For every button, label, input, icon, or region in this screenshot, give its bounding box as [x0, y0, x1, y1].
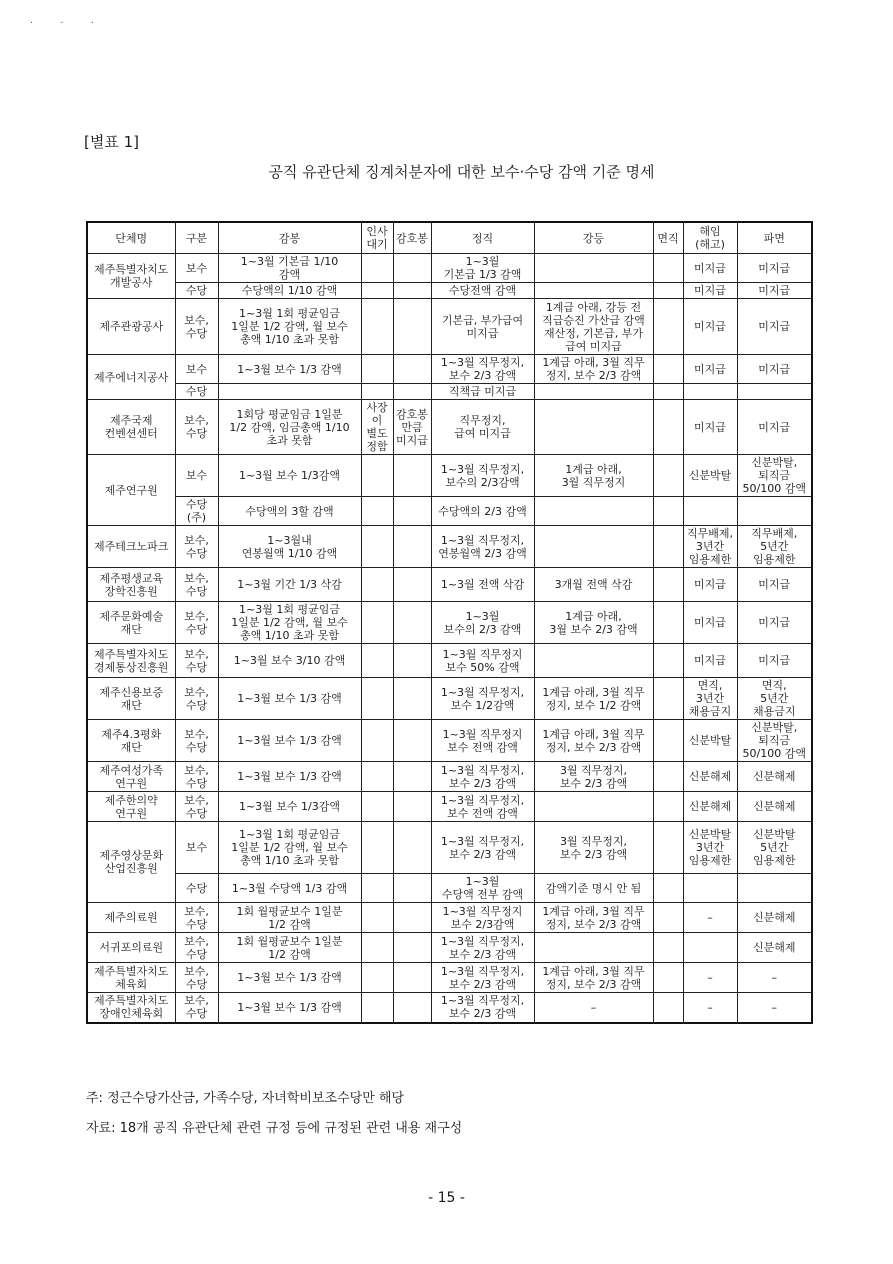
table-cell: [393, 993, 431, 1023]
table-cell: 사장이 별도 정함: [361, 400, 393, 455]
table-cell: 미지급: [683, 254, 737, 283]
table-cell: 1~3월 1회 평균임금 1일분 1/2 감액, 월 보수 총액 1/10 초과 못함: [218, 299, 361, 355]
table-cell: [653, 762, 683, 792]
table-cell: 미지급: [737, 355, 812, 384]
table-cell: 수당: [175, 874, 218, 903]
table-cell: 1회 월평균보수 1일분 1/2 감액: [218, 933, 361, 963]
table-row: [87, 720, 812, 762]
table-cell: 1~3월 보수 3/10 감액: [218, 644, 361, 678]
table-cell: [653, 822, 683, 874]
table-cell: 직무배제, 5년간 임용제한: [737, 526, 812, 568]
table-cell: 1~3월 전액 삭감: [431, 568, 534, 602]
table-cell: [361, 602, 393, 644]
table-cell: 보수, 수당: [175, 644, 218, 678]
footnote: 주: 정근수당가산금, 가족수당, 자녀학비보조수당만 해당: [86, 1091, 405, 1106]
table-cell: [393, 283, 431, 299]
column-header: 감호봉: [393, 222, 431, 254]
table-cell: [653, 355, 683, 384]
table-cell: [737, 497, 812, 526]
table-cell: 보수, 수당: [175, 792, 218, 822]
table-cell: [653, 963, 683, 993]
table-cell: 보수, 수당: [175, 762, 218, 792]
table-cell: [683, 497, 737, 526]
table-cell: [393, 355, 431, 384]
table-cell: [393, 963, 431, 993]
table-cell: 3개월 전액 삭감: [534, 568, 653, 602]
table-cell: [534, 644, 653, 678]
table-cell: 1계급 아래, 3월 보수 2/3 감액: [534, 602, 653, 644]
table-label: [별표 1]: [84, 133, 139, 151]
table-cell: [361, 963, 393, 993]
organization-name: 제주특별자치도 경제통상진흥원: [87, 644, 175, 678]
table-cell: [361, 384, 393, 400]
table-cell: 수당액의 1/10 감액: [218, 283, 361, 299]
table-cell: [653, 497, 683, 526]
table-cell: [361, 993, 393, 1023]
organization-name: 제주영상문화 산업진흥원: [87, 822, 175, 903]
organization-name: 제주신용보증 재단: [87, 678, 175, 720]
table-cell: 1~3월 직무정지 보수 2/3감액: [431, 903, 534, 933]
table-cell: [653, 792, 683, 822]
table-cell: 미지급: [737, 602, 812, 644]
table-cell: 미지급: [737, 299, 812, 355]
table-cell: [653, 400, 683, 455]
table-cell: 보수: [175, 455, 218, 497]
table-cell: [393, 644, 431, 678]
table-cell: [361, 933, 393, 963]
table-cell: [393, 720, 431, 762]
table-cell: [361, 720, 393, 762]
table-cell: [361, 497, 393, 526]
table-cell: [361, 762, 393, 792]
table-cell: 1계급 아래, 3월 직무정지: [534, 455, 653, 497]
table-cell: 미지급: [683, 355, 737, 384]
organization-name: 제주여성가족 연구원: [87, 762, 175, 792]
table-cell: 미지급: [683, 568, 737, 602]
table-cell: 보수, 수당: [175, 993, 218, 1023]
table-cell: 보수, 수당: [175, 526, 218, 568]
table-cell: 신분박탈: [683, 720, 737, 762]
table-cell: [534, 933, 653, 963]
table-cell: [361, 455, 393, 497]
table-cell: [361, 792, 393, 822]
table-cell: 1~3월 직무정지, 보수 2/3 감액: [431, 933, 534, 963]
table-cell: 감액기준 명시 안 됨: [534, 874, 653, 903]
organization-name: 제주특별자치도 장애인체육회: [87, 993, 175, 1023]
column-header: 인사 대기: [361, 222, 393, 254]
table-row: [87, 822, 812, 874]
table-row: [87, 526, 812, 568]
table-cell: [653, 903, 683, 933]
table-cell: [683, 384, 737, 400]
table-cell: [653, 874, 683, 903]
table-row: [87, 678, 812, 720]
column-header: 강등: [534, 222, 653, 254]
table-cell: –: [683, 993, 737, 1023]
table-cell: 신분박탈 5년간 임용제한: [737, 822, 812, 874]
column-header: 해임 (해고): [683, 222, 737, 254]
table-cell: [393, 678, 431, 720]
organization-name: 제주평생교육 장학진흥원: [87, 568, 175, 602]
table-cell: [393, 299, 431, 355]
organization-name: 제주연구원: [87, 455, 175, 526]
table-cell: 1~3월 직무정지, 보수 2/3 감액: [431, 963, 534, 993]
table-cell: [737, 874, 812, 903]
table-cell: 1~3월 직무정지, 연봉월액 2/3 감액: [431, 526, 534, 568]
table-cell: 미지급: [683, 602, 737, 644]
document-title: 공직 유관단체 징계처분자에 대한 보수·수당 감액 기준 명세: [268, 163, 655, 181]
table-cell: 미지급: [737, 568, 812, 602]
table-cell: 신분해제: [737, 762, 812, 792]
table-cell: [653, 602, 683, 644]
table-cell: 3월 직무정지, 보수 2/3 감액: [534, 762, 653, 792]
table-cell: [393, 933, 431, 963]
table-cell: 신분해제: [683, 792, 737, 822]
table-cell: 1~3월 직무정지, 보수 1/2감액: [431, 678, 534, 720]
table-cell: 1~3월 수당액 전부 감액: [431, 874, 534, 903]
table-cell: 보수, 수당: [175, 299, 218, 355]
table-cell: 보수, 수당: [175, 963, 218, 993]
table-cell: 보수: [175, 254, 218, 283]
table-cell: 신분해제: [737, 933, 812, 963]
organization-name: 제주특별자치도 개발공사: [87, 254, 175, 299]
table-cell: [653, 455, 683, 497]
table-cell: 1계급 아래, 3월 직무 정지, 보수 1/2 감액: [534, 678, 653, 720]
table-cell: 보수, 수당: [175, 602, 218, 644]
table-cell: 보수, 수당: [175, 400, 218, 455]
table-row: [87, 254, 812, 283]
table-cell: [737, 384, 812, 400]
table-row: [87, 455, 812, 497]
table-cell: [534, 792, 653, 822]
table-cell: 보수, 수당: [175, 720, 218, 762]
organization-name: 제주의료원: [87, 903, 175, 933]
table-cell: 직책급 미지급: [431, 384, 534, 400]
table-row: [87, 400, 812, 455]
table-cell: 수당: [175, 283, 218, 299]
table-cell: –: [737, 993, 812, 1023]
table-cell: 보수, 수당: [175, 903, 218, 933]
table-cell: [653, 384, 683, 400]
table-cell: 1~3월 기본급 1/10 감액: [218, 254, 361, 283]
table-cell: 직무배제, 3년간 임용제한: [683, 526, 737, 568]
table-cell: 보수: [175, 822, 218, 874]
table-cell: [361, 299, 393, 355]
table-cell: [534, 254, 653, 283]
table-row: [87, 497, 812, 526]
table-cell: [393, 497, 431, 526]
table-cell: 1~3월 보수 1/3 감액: [218, 678, 361, 720]
table-cell: [361, 644, 393, 678]
table-cell: [393, 903, 431, 933]
table-cell: [361, 874, 393, 903]
table-cell: 신분해제: [737, 792, 812, 822]
table-cell: [653, 254, 683, 283]
table-cell: 1~3월 보수 1/3감액: [218, 792, 361, 822]
table-cell: 1~3월 기본급 1/3 감액: [431, 254, 534, 283]
organization-name: 제주관광공사: [87, 299, 175, 355]
table-cell: 신분해제: [683, 762, 737, 792]
table-cell: [361, 254, 393, 283]
table-cell: 보수, 수당: [175, 568, 218, 602]
table-cell: 미지급: [737, 254, 812, 283]
table-row: [87, 762, 812, 792]
table-cell: 1계급 아래, 3월 직무 정지, 보수 2/3 감액: [534, 963, 653, 993]
organization-name: 제주한의약 연구원: [87, 792, 175, 822]
table-cell: [653, 933, 683, 963]
organization-name: 제주국제 컨벤션센터: [87, 400, 175, 455]
penalty-table: [86, 221, 813, 1024]
table-cell: 수당: [175, 384, 218, 400]
table-cell: 미지급: [737, 400, 812, 455]
table-cell: 1~3월 보수 1/3 감액: [218, 355, 361, 384]
table-cell: [653, 993, 683, 1023]
table-cell: 1~3월 수당액 1/3 감액: [218, 874, 361, 903]
column-header: 감봉: [218, 222, 361, 254]
scan-specks: · · ·: [30, 18, 106, 29]
table-cell: 신분박탈 3년간 임용제한: [683, 822, 737, 874]
table-cell: 감호봉 만큼 미지급: [393, 400, 431, 455]
column-header: 정직: [431, 222, 534, 254]
table-cell: 1~3월 직무정지, 보수 2/3 감액: [431, 762, 534, 792]
table-row: [87, 644, 812, 678]
table-cell: [653, 299, 683, 355]
table-cell: 수당액의 2/3 감액: [431, 497, 534, 526]
table-cell: [393, 254, 431, 283]
table-cell: 3월 직무정지, 보수 2/3 감액: [534, 822, 653, 874]
organization-name: 제주특별자치도 체육회: [87, 963, 175, 993]
table-cell: 1~3월 직무정지 보수 전액 감액: [431, 720, 534, 762]
table-cell: 미지급: [737, 644, 812, 678]
table-cell: [393, 602, 431, 644]
table-cell: 신분박탈, 퇴직금 50/100 감액: [737, 720, 812, 762]
table-cell: 보수: [175, 355, 218, 384]
table-cell: 1~3월 직무정지, 보수 2/3 감액: [431, 822, 534, 874]
column-header: 단체명: [87, 222, 175, 254]
table-cell: [361, 903, 393, 933]
table-cell: 1~3월 보수 1/3감액: [218, 455, 361, 497]
table-cell: 1~3월 직무정지 보수 50% 감액: [431, 644, 534, 678]
table-row: [87, 602, 812, 644]
page-number: - 15 -: [428, 1190, 465, 1206]
table-cell: 수당전액 감액: [431, 283, 534, 299]
table-cell: 수당액의 3할 감액: [218, 497, 361, 526]
table-cell: 신분박탈, 퇴직금 50/100 감액: [737, 455, 812, 497]
table-row: [87, 792, 812, 822]
table-cell: 미지급: [683, 299, 737, 355]
table-cell: 1회당 평균임금 1일분 1/2 감액, 임금총액 1/10 초과 못함: [218, 400, 361, 455]
table-cell: 1계급 아래, 3월 직무 정지, 보수 2/3 감액: [534, 903, 653, 933]
table-cell: 직무정지, 급여 미지급: [431, 400, 534, 455]
table-cell: 1~3월 직무정지, 보수의 2/3감액: [431, 455, 534, 497]
table-cell: [393, 568, 431, 602]
table-cell: [534, 384, 653, 400]
table-cell: 미지급: [683, 644, 737, 678]
table-cell: 신분해제: [737, 903, 812, 933]
table-cell: 1회 월평균보수 1일분 1/2 감액: [218, 903, 361, 933]
table-cell: [361, 678, 393, 720]
organization-name: 서귀포의료원: [87, 933, 175, 963]
organization-name: 제주4.3평화 재단: [87, 720, 175, 762]
table-cell: 1~3월 직무정지, 보수 2/3 감액: [431, 355, 534, 384]
table-cell: [653, 720, 683, 762]
table-row: [87, 874, 812, 903]
table-cell: –: [683, 903, 737, 933]
table-cell: [393, 526, 431, 568]
table-row: [87, 568, 812, 602]
table-cell: 수당(주): [175, 497, 218, 526]
table-cell: 보수, 수당: [175, 678, 218, 720]
table-cell: 1계급 아래, 3월 직무 정지, 보수 2/3 감액: [534, 355, 653, 384]
table-cell: 1계급 아래, 강등 전 직급승진 가산급 감액 재산정, 기본급, 부가 급여 미지급: [534, 299, 653, 355]
column-header: 구분: [175, 222, 218, 254]
table-cell: 1~3월 보수 1/3 감액: [218, 762, 361, 792]
table-cell: [361, 568, 393, 602]
table-row: [87, 283, 812, 299]
organization-name: 제주테크노파크: [87, 526, 175, 568]
table-cell: [361, 526, 393, 568]
table-cell: 1~3월 보수의 2/3 감액: [431, 602, 534, 644]
table-cell: [393, 455, 431, 497]
table-cell: [218, 384, 361, 400]
organization-name: 제주문화예술 재단: [87, 602, 175, 644]
table-cell: [534, 283, 653, 299]
table-cell: [534, 400, 653, 455]
source-note: 자료: 18개 공직 유관단체 관련 규정 등에 규정된 관련 내용 재구성: [86, 1121, 463, 1136]
table-cell: 1~3월 직무정지, 보수 2/3 감액: [431, 993, 534, 1023]
table-header-row: [87, 222, 812, 254]
table-cell: 미지급: [683, 400, 737, 455]
table-cell: [653, 678, 683, 720]
table-cell: –: [737, 963, 812, 993]
table-cell: 미지급: [737, 283, 812, 299]
table-cell: 1~3월내 연봉월액 1/10 감액: [218, 526, 361, 568]
table-row: [87, 299, 812, 355]
table-cell: 미지급: [683, 283, 737, 299]
table-cell: 보수, 수당: [175, 933, 218, 963]
table-row: [87, 355, 812, 384]
table-cell: [393, 762, 431, 792]
table-cell: –: [683, 963, 737, 993]
table-cell: [653, 526, 683, 568]
table-cell: 기본급, 부가급여 미지급: [431, 299, 534, 355]
table-cell: [361, 355, 393, 384]
table-cell: [361, 283, 393, 299]
table-row: [87, 993, 812, 1023]
table-cell: [534, 526, 653, 568]
table-row: [87, 903, 812, 933]
table-cell: 1~3월 1회 평균임금 1일분 1/2 감액, 월 보수 총액 1/10 초과 못함: [218, 822, 361, 874]
table-cell: 1~3월 보수 1/3 감액: [218, 720, 361, 762]
table-cell: 1~3월 기간 1/3 삭감: [218, 568, 361, 602]
table-cell: [653, 283, 683, 299]
table-cell: 1~3월 보수 1/3 감액: [218, 993, 361, 1023]
table-cell: [653, 568, 683, 602]
table-cell: [683, 933, 737, 963]
table-cell: [393, 874, 431, 903]
table-cell: 1~3월 직무정지, 보수 전액 감액: [431, 792, 534, 822]
table-cell: 면직, 5년간 채용금지: [737, 678, 812, 720]
table-cell: 신분박탈: [683, 455, 737, 497]
column-header: 면직: [653, 222, 683, 254]
table-cell: [393, 792, 431, 822]
table-cell: [393, 822, 431, 874]
table-row: [87, 384, 812, 400]
table-cell: 1계급 아래, 3월 직무 정지, 보수 2/3 감액: [534, 720, 653, 762]
table-row: [87, 933, 812, 963]
table-cell: [683, 874, 737, 903]
table-cell: 1~3월 보수 1/3 감액: [218, 963, 361, 993]
organization-name: 제주에너지공사: [87, 355, 175, 400]
table-cell: [534, 497, 653, 526]
table-cell: [393, 384, 431, 400]
table-cell: [361, 822, 393, 874]
table-row: [87, 963, 812, 993]
column-header: 파면: [737, 222, 812, 254]
table-cell: 1~3월 1회 평균임금 1일분 1/2 감액, 월 보수 총액 1/10 초과 못함: [218, 602, 361, 644]
table-cell: 면직, 3년간 채용금지: [683, 678, 737, 720]
table-cell: –: [534, 993, 653, 1023]
table-cell: [653, 644, 683, 678]
